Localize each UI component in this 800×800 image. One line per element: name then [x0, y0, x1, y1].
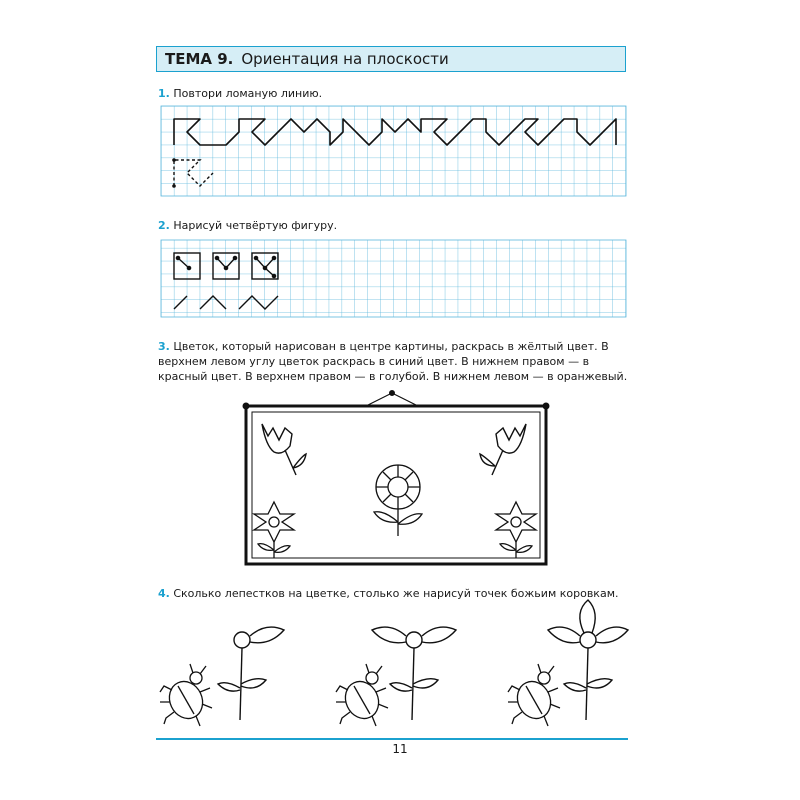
task-4-text: Сколько лепестков на цветке, столько же нарисуй точек божьим коровкам. [173, 587, 619, 600]
ladybug-3 [508, 664, 560, 726]
ladybug-2 [336, 664, 388, 726]
topic-number: ТЕМА 9. [165, 50, 234, 68]
flower-1 [218, 627, 284, 720]
task-1-grid [161, 106, 626, 196]
flower-center [374, 465, 422, 536]
topic-title: Ориентация на плоскости [241, 50, 449, 68]
task-3-number: 3. [158, 340, 170, 353]
page-number: 11 [392, 742, 408, 756]
task-3-text: Цветок, который нарисован в центре картины, раскрась в жёлтый цвет. В верхнем левом углу цветок раскрась в синий цвет. В нижнем правом — в красный цвет. В верхнем правом — в голубой. В нижнем левом — в оранжевый. [158, 340, 628, 383]
ladybug-1 [160, 664, 212, 726]
task-4-number: 4. [158, 587, 170, 600]
flower-top-right [480, 424, 526, 475]
task-1-number: 1. [158, 87, 170, 100]
footer-divider [156, 738, 628, 740]
flower-bottom-left [254, 502, 294, 558]
flower-bottom-right [496, 502, 536, 558]
flower-top-left [262, 424, 306, 475]
task-2-number: 2. [158, 219, 170, 232]
task-1-text: Повтори ломаную линию. [173, 87, 323, 100]
flower-3 [548, 600, 628, 720]
task-2-text: Нарисуй четвёртую фигуру. [173, 219, 338, 232]
